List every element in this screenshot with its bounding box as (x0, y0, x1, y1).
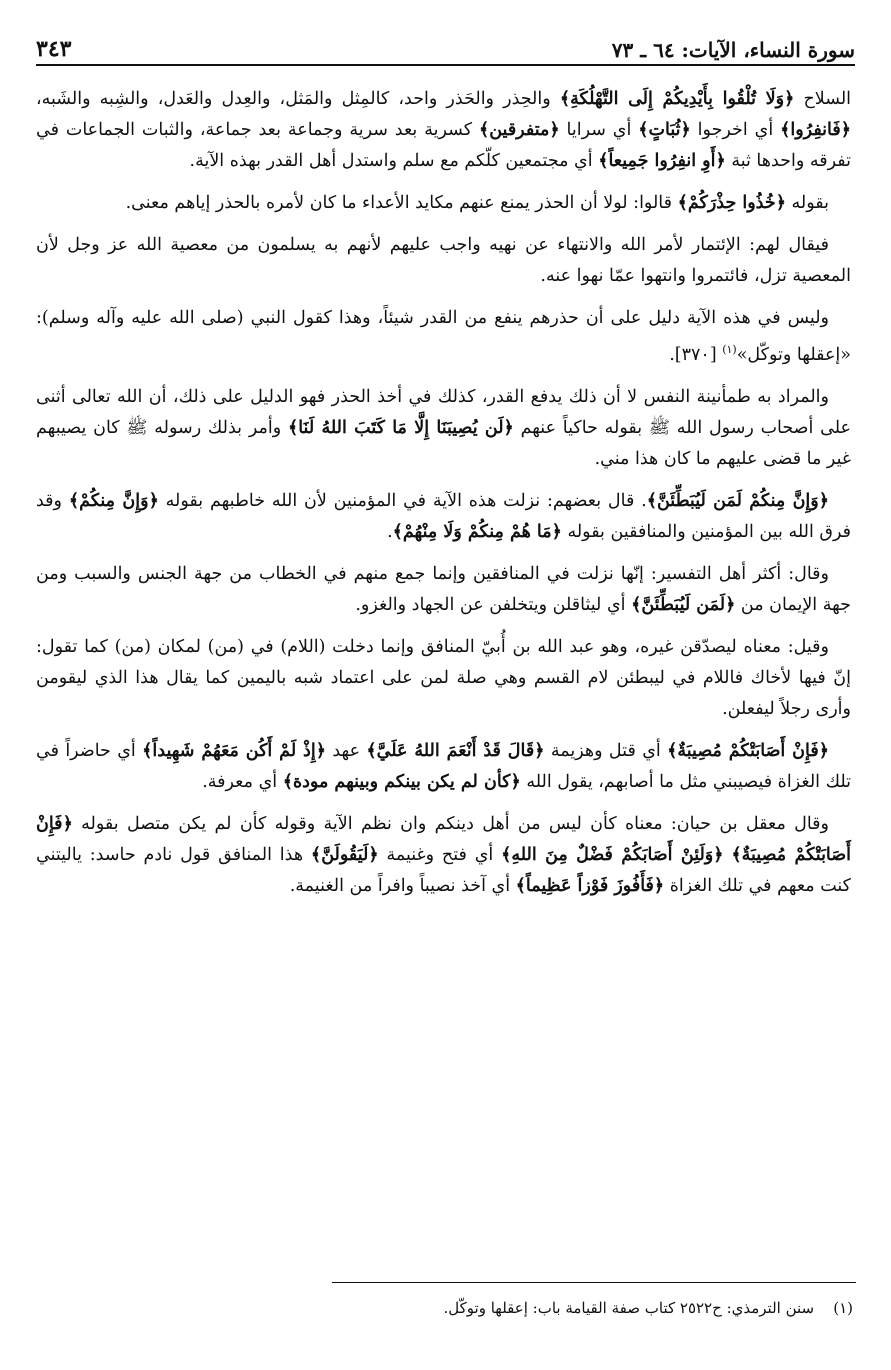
text-run: وقيل: معناه ليصدّقن غيره، وهو عبد الله بن أُبيّ المنافق وإنما دخلت (اللام) في (من) لمكان (من) كما تقول: إنّ فيها لأخاك فاللام في ليبطئن لام القسم وهي صلة لمن على اعتماد شبه باليمين كما يقال هذا الذي ليقومن وأرى رجلاً ليفعلن. (36, 636, 851, 719)
quran-bracket-open: ﴿ (775, 193, 786, 213)
quran-bracket-close: ﴾ (631, 594, 642, 615)
quran-bracket-open: ﴿ (680, 120, 691, 140)
quran-bracket-close: ﴾ (310, 844, 322, 865)
paragraph (36, 303, 851, 371)
quran-bracket-open: ﴿ (315, 740, 326, 761)
text-run: . (387, 521, 393, 542)
quran-bracket-open: ﴿ (549, 120, 560, 140)
text-run: السلاح (794, 89, 852, 109)
paragraph (36, 188, 851, 219)
quran-bracket-close: ﴾ (667, 740, 678, 761)
paragraph (36, 382, 851, 475)
quran-bracket-open: ﴿ (503, 417, 514, 438)
quran-bracket-open: ﴿ (510, 771, 521, 792)
text-run: أي مجتمعين كلّكم مع سلم واستدل أهل القدر بهذه الآية. (189, 151, 599, 171)
quran-bracket-open: ﴿ (368, 844, 379, 865)
header-rule (36, 64, 855, 66)
quran-bracket-close: ﴾ (282, 771, 293, 792)
quran-verse: أَوِ انفِرُوا جَمِيعاً (608, 151, 716, 171)
paragraph (36, 84, 851, 177)
quran-verse: لَمَن لَيُبَطِّئَنَّ (641, 594, 726, 615)
footnote-rule (332, 1282, 856, 1283)
quran-bracket-close: ﴾ (598, 151, 609, 171)
text-run: أي آخذ نصيباً وافراً من الغنيمة. (289, 875, 516, 896)
text-run: أي قتل وهزيمة (544, 740, 668, 761)
footnote-marker: (١) (833, 1299, 853, 1317)
quran-bracket-open: ﴿ (534, 740, 545, 761)
quran-verse: فَأَفُوزَ فَوْزاً عَظِيماً (525, 875, 654, 896)
quran-bracket-open: ﴿ (725, 594, 736, 615)
running-header-title: سورة النساء، الآيات: ٦٤ ـ ٧٣ (611, 38, 855, 62)
quran-bracket-open: ﴿ (62, 813, 73, 834)
quran-verse: وَلَا تُلْقُوا بِأَيْدِيكُمْ إِلَى التَّهْلُكَةِ (570, 89, 785, 109)
quran-bracket-open: ﴿ (784, 89, 795, 109)
quran-bracket-close: ﴾ (559, 89, 571, 109)
text-run: . قال بعضهم: نزلت هذه الآية في المؤمنين لأن الله خاطبهم بقوله (158, 490, 647, 511)
quran-verse: وَإِنَّ مِنكُمْ لَمَن لَيُبَطِّئَنَّ (656, 490, 819, 511)
page-header (36, 26, 855, 62)
text-run: وقد فرق الله بين المؤمنين والمنافقين بقوله (36, 490, 851, 542)
quran-verse: ثُبَاتٍ (648, 120, 681, 140)
footnote-reference: (١) (722, 343, 737, 356)
quran-bracket-open: ﴿ (715, 151, 726, 171)
quran-bracket-open: ﴿ (148, 490, 159, 511)
text-run: عهد (325, 740, 367, 761)
quran-verse: فَإِنْ أَصَابَتْكُمْ مُصِيبَةٌ (677, 740, 819, 761)
text-run: أي ليثاقلن ويتخلفن عن الجهاد والغزو. (355, 594, 632, 615)
quran-bracket-close: ﴾ (515, 875, 526, 896)
paragraph (36, 559, 851, 621)
quran-bracket-close: ﴾ (68, 490, 80, 511)
quran-bracket-open: ﴿ (551, 521, 562, 542)
quran-verse: لَيَقُولَنَّ (321, 844, 369, 865)
page-number: ٣٤٣ (36, 36, 72, 62)
quran-bracket-close: ﴾ (287, 417, 299, 438)
body-text (36, 84, 851, 913)
paragraph (36, 632, 851, 725)
text-run: فيقال لهم: الإئتمار لأمر الله والانتهاء عن نهيه واجب عليهم لأنهم به يسلمون من معصية الله عز وجل لأن المعصية تزل، فائتمروا وانتهوا عمّا نهوا عنه. (36, 235, 851, 286)
text-run: قالوا: لولا أن الحذر يمنع عنهم مكايد الأعداء ما كان لأمره بالحذر إياهم معنى. (125, 193, 678, 213)
text-run: [٣٧٠]. (669, 344, 723, 365)
quran-bracket-close: ﴾ (142, 740, 153, 761)
quran-verse: لَن يُصِيبَنَا إِلَّا مَا كَتَبَ اللهُ لَنَا (298, 417, 504, 438)
quran-bracket-open: ﴿ (818, 740, 830, 761)
quran-verse: وَلَئِنْ أَصَابَكُمْ فَضْلٌ مِنَ اللهِ (511, 844, 714, 865)
text-run: كسرية بعد سرية وجماعة بعد جماعة، والثبات الجماعات في تفرقه واحدها ثبة (36, 120, 851, 171)
paragraph (36, 230, 851, 292)
quran-verse: خُذُوا حِذْرَكُمْ (687, 193, 776, 213)
text-run: أي اخرجوا (690, 120, 781, 140)
text-run: وليس في هذه الآية دليل على أن حذرهم ينفع من القدر شيئاً، وهذا كقول النبي (صلى الله عليه وآله وسلم): «إعقلها وتوكّل» (36, 308, 851, 365)
quran-bracket-close: ﴾ (646, 490, 657, 511)
quran-bracket-close: ﴾ (366, 740, 377, 761)
quran-bracket-close: ﴾ (731, 844, 742, 865)
text-run: بقوله (785, 193, 829, 213)
quran-bracket-close: ﴾ (780, 120, 791, 140)
text-run: أي سرايا (559, 120, 639, 140)
quran-bracket-close: ﴾ (501, 844, 512, 865)
quran-bracket-close: ﴾ (638, 120, 649, 140)
quran-verse: إِذْ لَمْ أَكُن مَعَهُمْ شَهِيداً (152, 740, 316, 761)
quran-bracket-close: ﴾ (392, 521, 403, 542)
text-run: أي فتح وغنيمة (378, 844, 502, 865)
text-run: هذا المنافق قول نادم حاسد: ياليتني كنت معهم في تلك الغزاة (36, 844, 851, 896)
text-run: أي معرفة. (202, 771, 283, 792)
text-run: والمراد به طمأنينة النفس لا أن ذلك يدفع القدر، كذلك في أخذ الحذر فهو الدليل على ذلك، أن الله تعالى أثنى على أصحاب رسول الله ﷺ بقوله حاكياً عنهم (36, 386, 851, 438)
quran-bracket-open: ﴿ (713, 844, 724, 865)
quran-verse: قَالَ قَدْ أَنْعَمَ اللهُ عَلَيَّ (376, 740, 535, 761)
paragraph (36, 486, 851, 548)
quran-verse: مَا هُمْ مِنكُمْ وَلَا مِنْهُمْ (402, 521, 552, 542)
quran-verse: وَإِنَّ مِنكُمْ (79, 490, 149, 511)
quran-bracket-close: ﴾ (478, 120, 490, 140)
footnote (36, 1296, 853, 1320)
paragraph (36, 809, 851, 902)
text-run: وقال: أكثر أهل التفسير: إنّها نزلت في المنافقين وإنما جمع منهم في الخطاب من جهة الجنس والسبب ومن جهة الإيمان من (36, 563, 851, 615)
quran-bracket-open: ﴿ (840, 120, 851, 140)
quran-bracket-open: ﴿ (818, 490, 830, 511)
quran-verse: فَإِنْ أَصَابَتْكُمْ مُصِيبَةٌ (36, 813, 851, 865)
quran-bracket-close: ﴾ (677, 193, 688, 213)
text-run: أي حاضراً في تلك الغزاة فيصيبني مثل ما أصابهم، يقول الله (36, 740, 851, 792)
text-run: وأمر بذلك رسوله ﷺ كان يصيبهم غير ما قضى عليهم ما كان هذا مني. (36, 417, 851, 469)
quran-bracket-open: ﴿ (653, 875, 665, 896)
text-run: وقال معقل بن حيان: معناه كأن ليس من أهل دينكم وان نظم الآية وقوله كأن لم يكن متصل بقوله (72, 813, 829, 834)
quran-verse: فَانفِرُوا (790, 120, 841, 140)
text-run: والحِذر والحَذر واحد، كالمِثل والمَثل، والعِدل والعَدل، والشِبه والشَبه، (36, 89, 560, 109)
quran-verse: متفرقين (489, 120, 550, 140)
quran-verse: كأن لم يكن بينكم وبينهم مودة (292, 771, 511, 792)
paragraph (36, 736, 851, 798)
footnote-text: سنن الترمذي: ح٢٥٢٢ كتاب صفة القيامة باب: إعقلها وتوكّل. (443, 1299, 815, 1317)
